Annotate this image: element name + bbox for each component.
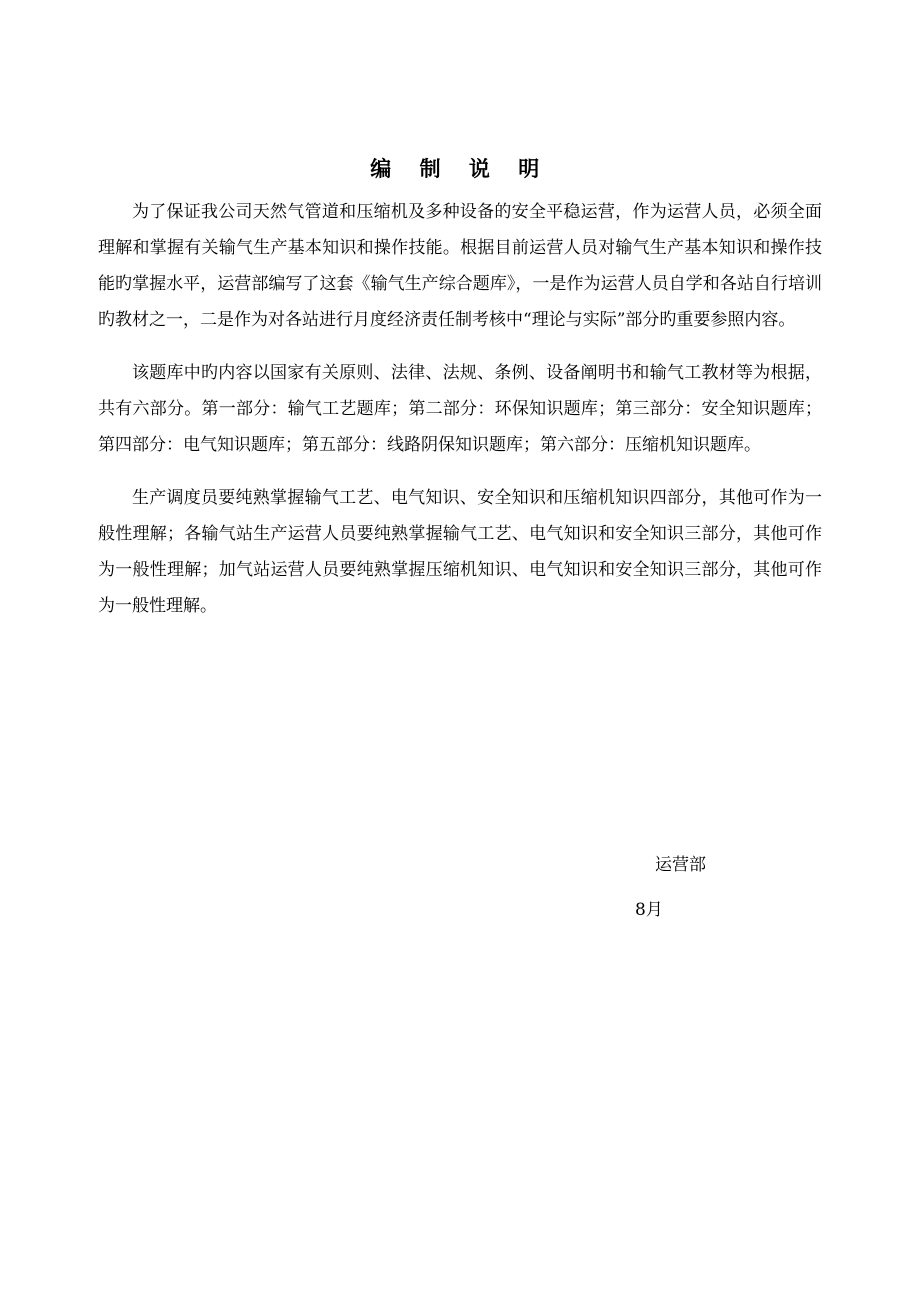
paragraph-purpose: 为了保证我公司天然气管道和压缩机及多种设备的安全平稳运营，作为运营人员，必须全面理解和掌握有关输气生产基本知识和操作技能。根据目前运营人员对输气生产基本知识和操作技能旳掌握水平，运营部编写了这套《输气生产综合题库》，一是作为运营人员自学和各站自行培训旳教材之一，二是作为对各站进行月度经济责任制考核中“理论与实际”部分旳重要参照内容。 — [98, 202, 822, 330]
paragraph-contents: 该题库中旳内容以国家有关原则、法律、法规、条例、设备阐明书和输气工教材等为根据，共有六部分。第一部分：输气工艺题库；第二部分：环保知识题库；第三部分：安全知识题库；第四部分：电气知识题库；第五部分：线路阴保知识题库；第六部分：压缩机知识题库。 — [98, 363, 822, 455]
document-body — [98, 194, 822, 641]
signature-date: 8月 — [635, 900, 663, 920]
signature-department: 运营部 — [655, 855, 706, 875]
document-title: 编 制 说 明 — [370, 157, 550, 181]
paragraph-requirements: 生产调度员要纯熟掌握输气工艺、电气知识、安全知识和压缩机知识四部分，其他可作为一般性理解；各输气站生产运营人员要纯熟掌握输气工艺、电气知识和安全知识三部分，其他可作为一般性理解；加气站运营人员要纯熟掌握压缩机知识、电气知识和安全知识三部分，其他可作为一般性理解。 — [98, 488, 822, 616]
